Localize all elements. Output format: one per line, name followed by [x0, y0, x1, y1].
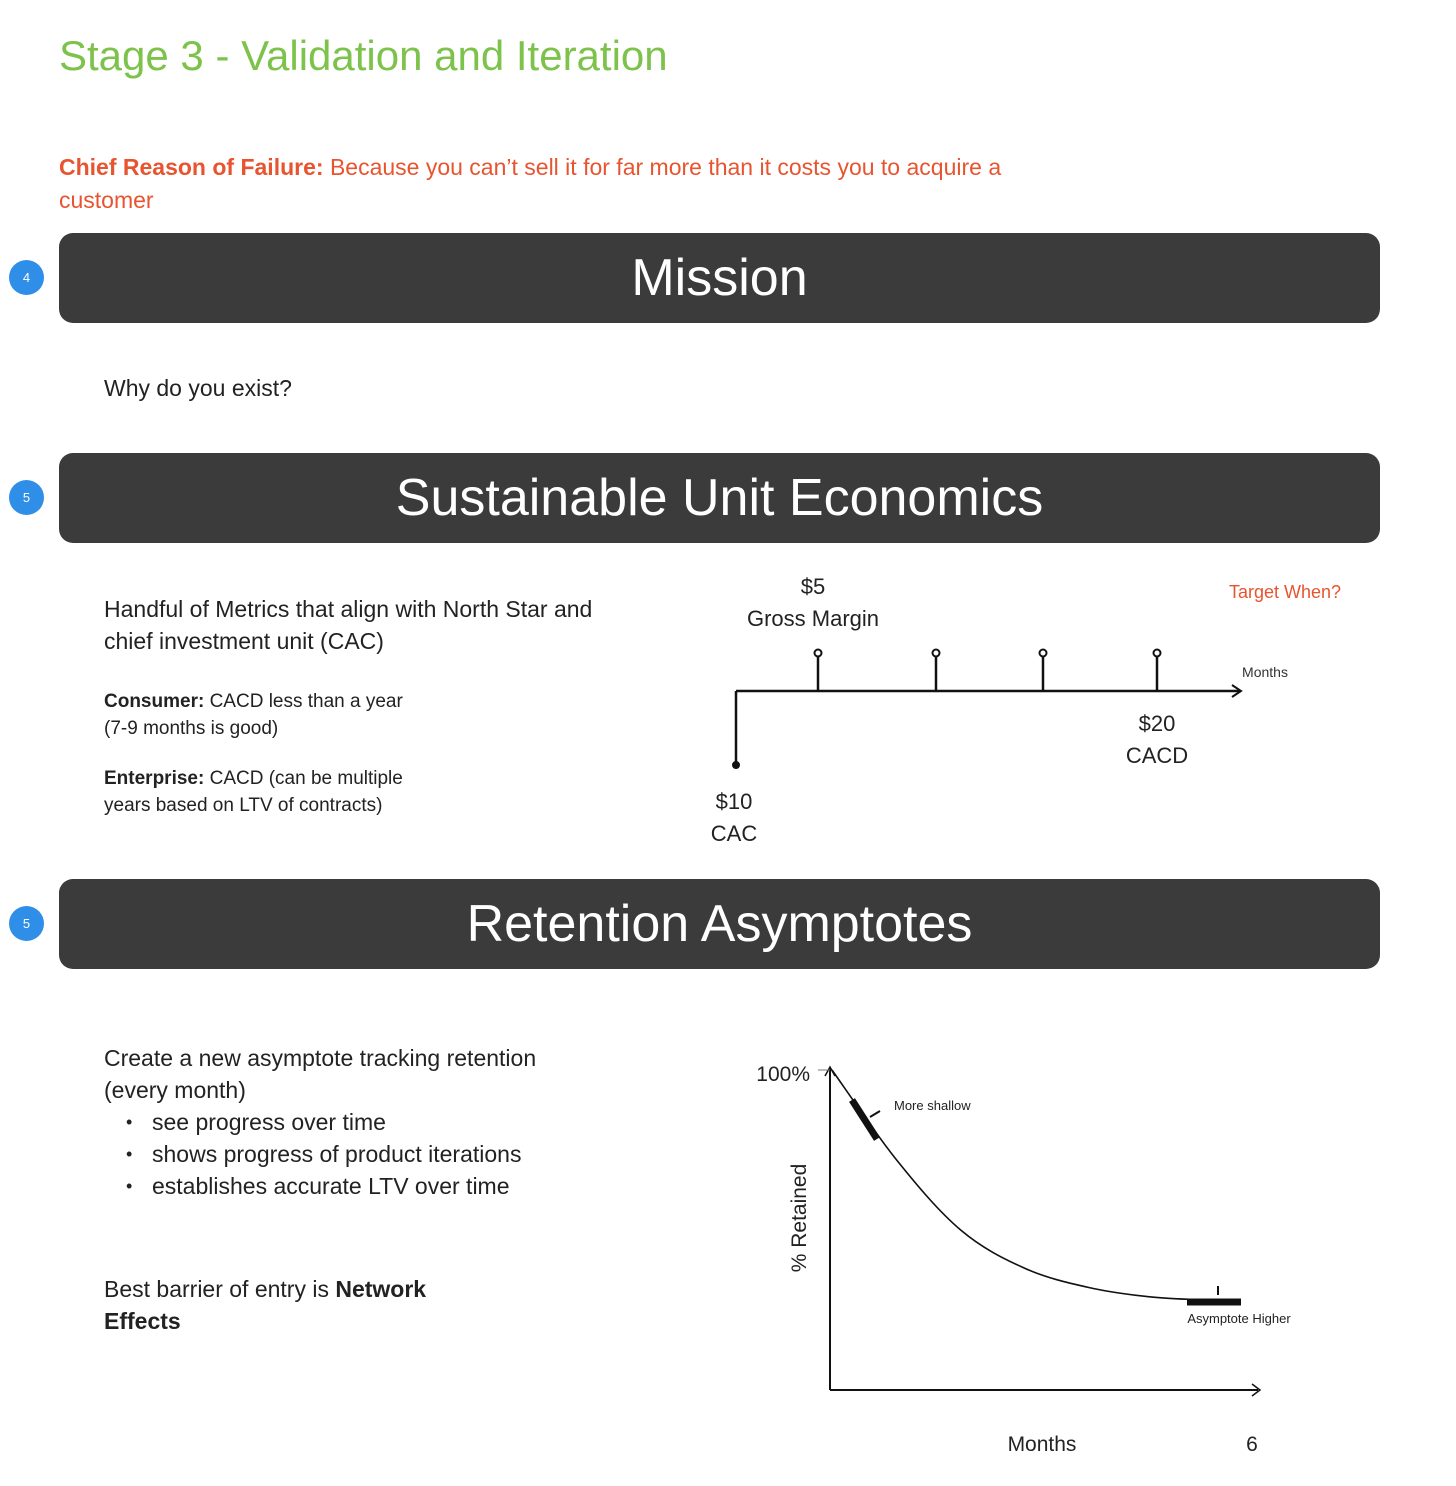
- mission-question: Why do you exist?: [104, 375, 292, 401]
- timeline-tick-marker: [1040, 650, 1047, 657]
- cac-timeline-diagram: [690, 565, 1380, 855]
- cac-label: CAC: [710, 821, 758, 846]
- barrier-note: [104, 1273, 484, 1337]
- shallow-slope-marker: [852, 1100, 877, 1139]
- section-number-badge: 4: [9, 260, 44, 295]
- timeline-ticks: [815, 650, 1161, 692]
- failure-text: Because you can’t sell it for far more than it costs you to acquire a customer: [59, 154, 1002, 213]
- section-number-badge: 5: [9, 906, 44, 941]
- mission-banner: Mission: [59, 233, 1380, 323]
- barrier-text: Best barrier of entry is: [104, 1276, 329, 1302]
- unit-economics-intro: Handful of Metrics that align with North Star and chief investment unit (CAC): [104, 596, 593, 654]
- retention-intro: Create a new asymptote tracking retention (every month): [104, 1045, 537, 1103]
- y-axis-label: % Retained: [788, 1163, 811, 1273]
- cacd-value: $20: [1138, 711, 1176, 736]
- list-item: • shows progress of product iterations: [152, 1138, 574, 1170]
- cacd-label: CACD: [1125, 743, 1189, 768]
- target-when-note: Target When?: [1228, 582, 1342, 602]
- consumer-note: [104, 688, 414, 742]
- page-title: Stage 3 - Validation and Iteration: [59, 32, 668, 79]
- retention-banner: Retention Asymptotes: [59, 879, 1380, 969]
- cac-point: [732, 761, 740, 769]
- cac-value: $10: [715, 789, 753, 814]
- enterprise-note: [104, 765, 414, 819]
- retention-curve: [832, 1070, 1218, 1300]
- unit-economics-banner: Sustainable Unit Economics: [59, 453, 1380, 543]
- gross-margin-label: Gross Margin: [746, 606, 880, 631]
- retention-bullet-list: [104, 1106, 574, 1202]
- consumer-label: Consumer:: [104, 691, 205, 712]
- timeline-tick-marker: [1154, 650, 1161, 657]
- enterprise-label: Enterprise:: [104, 768, 205, 789]
- failure-label: Chief Reason of Failure:: [59, 154, 324, 180]
- list-item: • see progress over time: [152, 1106, 574, 1138]
- list-item: • establishes accurate LTV over time: [152, 1170, 574, 1202]
- retention-chart: [740, 1050, 1320, 1470]
- failure-statement: [59, 151, 1059, 217]
- retention-description: [104, 1042, 574, 1202]
- barrier-bold: Network Effects: [104, 1276, 427, 1334]
- consumer-text: CACD less than a year (7-9 months is good): [104, 691, 403, 739]
- x-axis-label: Months: [1007, 1433, 1077, 1456]
- retention-curve-layer: [832, 1070, 1218, 1300]
- y-tick-label: 100%: [756, 1063, 810, 1086]
- shallow-marker-tick: [870, 1111, 880, 1117]
- timeline-tick-marker: [815, 650, 822, 657]
- timeline-axis-label: Months: [1242, 664, 1288, 680]
- enterprise-text: CACD (can be multiple years based on LTV of contracts): [104, 768, 403, 816]
- more-shallow-annotation: More shallow: [894, 1098, 971, 1113]
- asymptote-higher-annotation: Asymptote Higher: [1187, 1311, 1291, 1326]
- gross-margin-value: $5: [800, 574, 826, 599]
- x-end-label: 6: [1246, 1433, 1258, 1456]
- timeline-tick-marker: [933, 650, 940, 657]
- section-number-badge: 5: [9, 480, 44, 515]
